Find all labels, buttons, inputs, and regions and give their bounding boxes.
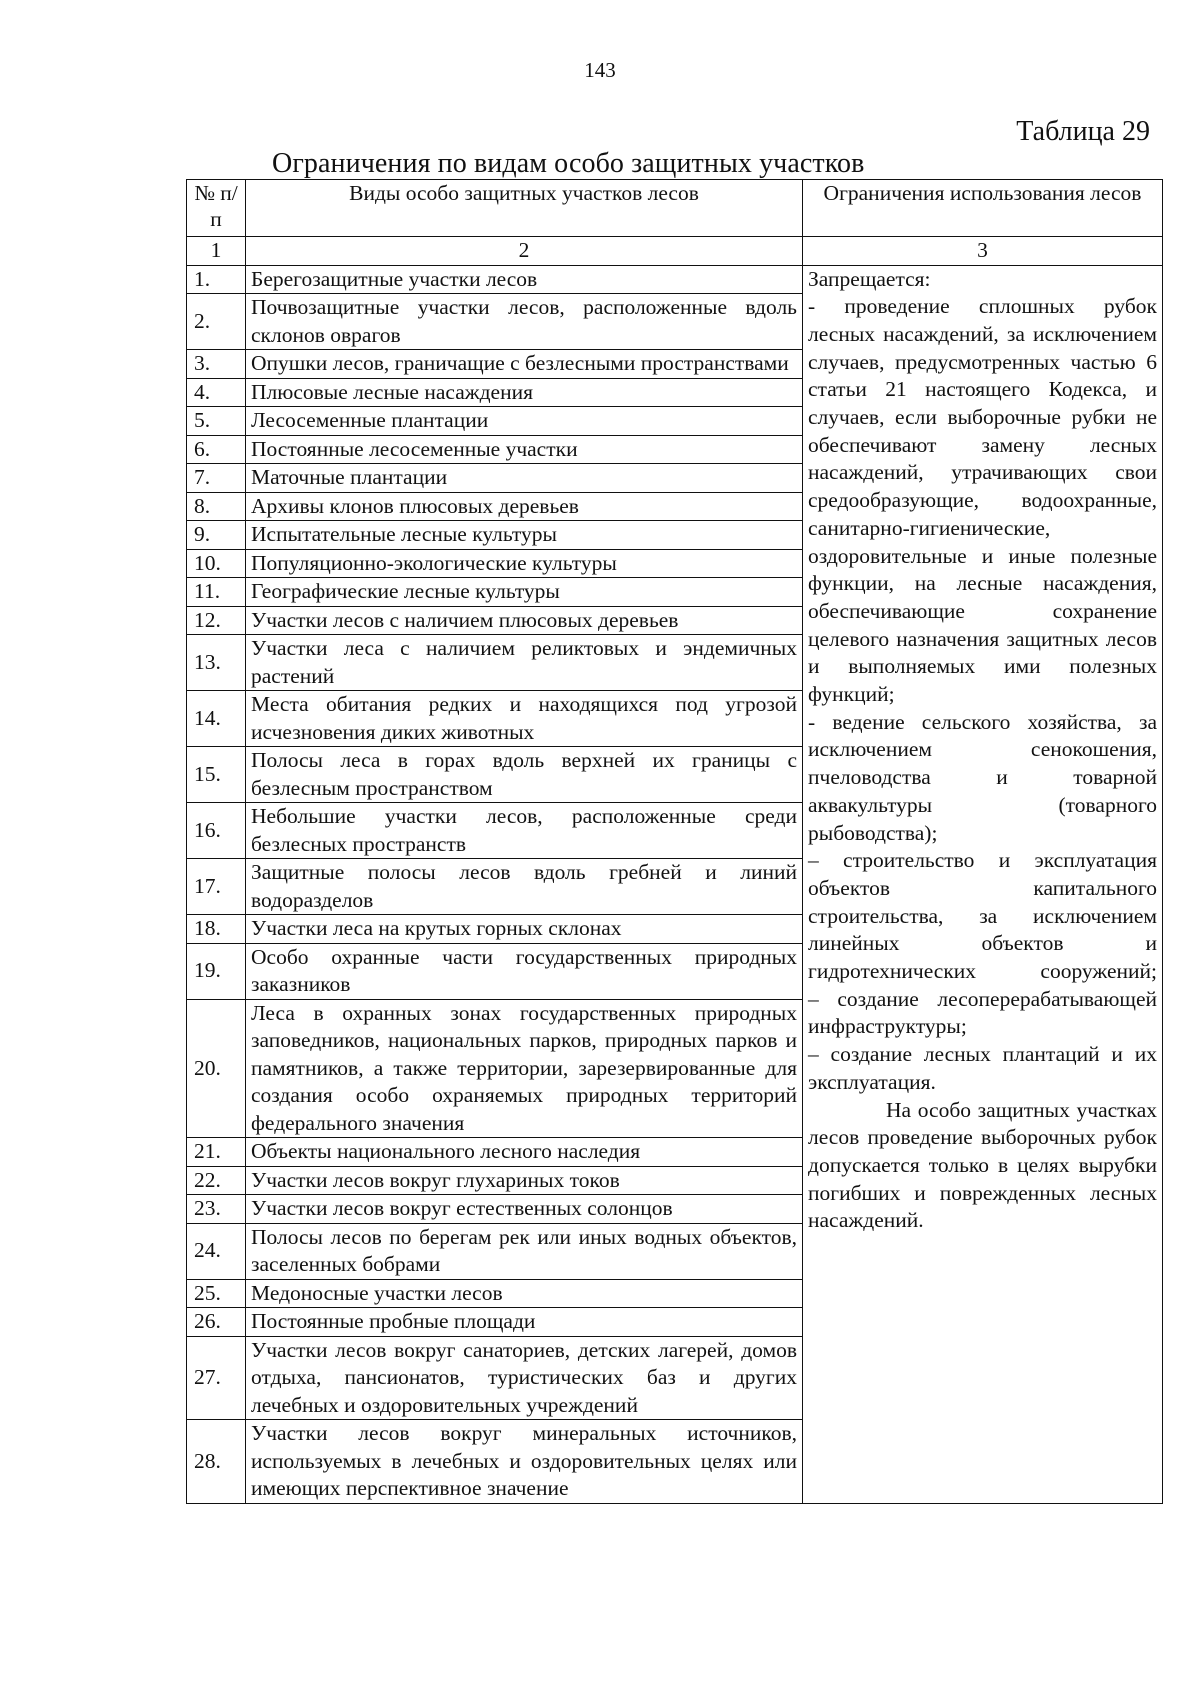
restriction-item: – создание лесных плантаций и их эксплуатация. <box>808 1042 1157 1094</box>
row-number: 4. <box>187 378 246 407</box>
row-area-kind: Географические лесные культуры <box>246 578 803 607</box>
row-area-kind: Берегозащитные участки лесов <box>246 265 803 294</box>
row-number: 23. <box>187 1195 246 1224</box>
restriction-note: На особо защитных участках лесов проведение выборочных рубок допускается только в целях вырубки погибших и поврежденных лесных насаждений. <box>808 1097 1157 1233</box>
restrictions-cell <box>803 265 1163 1503</box>
row-number: 3. <box>187 350 246 379</box>
row-area-kind: Полосы лесов по берегам рек или иных водных объектов, заселенных бобрами <box>246 1223 803 1279</box>
row-number: 8. <box>187 492 246 521</box>
restriction-item: – строительство и эксплуатация объектов капитального строительства, за исключением линейных объектов и гидротехнических сооружений; <box>808 848 1157 984</box>
row-area-kind: Популяционно-экологические культуры <box>246 549 803 578</box>
row-number: 28. <box>187 1420 246 1504</box>
column-index: 2 <box>246 237 803 266</box>
row-number: 7. <box>187 464 246 493</box>
row-area-kind: Постоянные пробные площади <box>246 1308 803 1337</box>
row-number: 17. <box>187 859 246 915</box>
row-number: 13. <box>187 635 246 691</box>
row-number: 11. <box>187 578 246 607</box>
row-area-kind: Постоянные лесосеменные участки <box>246 435 803 464</box>
row-number: 20. <box>187 999 246 1138</box>
row-area-kind: Участки лесов вокруг минеральных источников, используемых в лечебных и оздоровительных целях или имеющих перспективное значение <box>246 1420 803 1504</box>
row-area-kind: Леса в охранных зонах государственных природных заповедников, национальных парков, природных парков и памятников, а также территории, зарезервированные для создания особо охраняемых природных территорий федерального значения <box>246 999 803 1138</box>
row-area-kind: Опушки лесов, граничащие с безлесными пространствами <box>246 350 803 379</box>
row-area-kind: Участки лесов с наличием плюсовых деревьев <box>246 606 803 635</box>
row-area-kind: Плюсовые лесные насаждения <box>246 378 803 407</box>
row-number: 26. <box>187 1308 246 1337</box>
row-number: 27. <box>187 1336 246 1420</box>
row-number: 1. <box>187 265 246 294</box>
row-number: 14. <box>187 691 246 747</box>
restriction-intro: Запрещается: <box>808 266 931 291</box>
row-number: 22. <box>187 1166 246 1195</box>
header-number: № п/п <box>187 180 246 237</box>
row-number: 12. <box>187 606 246 635</box>
row-number: 10. <box>187 549 246 578</box>
row-area-kind: Маточные плантации <box>246 464 803 493</box>
row-area-kind: Участки лесов вокруг санаториев, детских лагерей, домов отдыха, пансионатов, туристических баз и других лечебных и оздоровительных учреждений <box>246 1336 803 1420</box>
row-area-kind: Участки леса с наличием реликтовых и эндемичных растений <box>246 635 803 691</box>
row-number: 16. <box>187 803 246 859</box>
row-number: 15. <box>187 747 246 803</box>
row-area-kind: Объекты национального лесного наследия <box>246 1138 803 1167</box>
row-area-kind: Полосы леса в горах вдоль верхней их границы с безлесным пространством <box>246 747 803 803</box>
row-number: 25. <box>187 1279 246 1308</box>
row-area-kind: Испытательные лесные культуры <box>246 521 803 550</box>
row-number: 24. <box>187 1223 246 1279</box>
restriction-item: - проведение сплошных рубок лесных насаждений, за исключением случаев, предусмотренных частью 6 статьи 21 настоящего Кодекса, и случаев, если выборочные рубки не обеспечивают замену лесных насаждений, утрачивающих свои средообразующие, водоохранные, санитарно-гигиенические, оздоровительные и иные полезные функции, на лесные насаждения, обеспечивающие сохранение целевого назначения защитных лесов и выполняемых ими полезных функций; <box>808 294 1157 707</box>
restriction-item: - ведение сельского хозяйства, за исключением сенокошения, пчеловодства и товарной аквакультуры (товарного рыбоводства); <box>808 709 1157 845</box>
row-area-kind: Участки лесов вокруг глухариных токов <box>246 1166 803 1195</box>
row-area-kind: Участки лесов вокруг естественных солонцов <box>246 1195 803 1224</box>
table-header-row <box>187 180 1163 237</box>
row-area-kind: Участки леса на крутых горных склонах <box>246 915 803 944</box>
row-number: 21. <box>187 1138 246 1167</box>
row-number: 9. <box>187 521 246 550</box>
restrictions-table <box>186 179 1163 1504</box>
row-area-kind: Архивы клонов плюсовых деревьев <box>246 492 803 521</box>
row-area-kind: Особо охранные части государственных природных заказников <box>246 943 803 999</box>
table-title: Ограничения по видам особо защитных участков <box>272 148 865 179</box>
page-number: 143 <box>584 58 616 82</box>
row-number: 5. <box>187 407 246 436</box>
row-area-kind: Защитные полосы лесов вдоль гребней и линий водоразделов <box>246 859 803 915</box>
header-restrictions: Ограничения использования лесов <box>803 180 1163 237</box>
row-area-kind: Медоносные участки лесов <box>246 1279 803 1308</box>
row-area-kind: Небольшие участки лесов, расположенные среди безлесных пространств <box>246 803 803 859</box>
row-number: 18. <box>187 915 246 944</box>
row-area-kind: Лесосеменные плантации <box>246 407 803 436</box>
column-index-row <box>187 237 1163 266</box>
restriction-item: – создание лесоперерабатывающей инфраструктуры; <box>808 986 1157 1039</box>
table-label: Таблица 29 <box>1016 116 1150 147</box>
row-number: 2. <box>187 294 246 350</box>
header-kind: Виды особо защитных участков лесов <box>246 180 803 237</box>
table-row <box>187 265 1163 294</box>
row-number: 6. <box>187 435 246 464</box>
row-area-kind: Почвозащитные участки лесов, расположенные вдоль склонов оврагов <box>246 294 803 350</box>
row-area-kind: Места обитания редких и находящихся под угрозой исчезновения диких животных <box>246 691 803 747</box>
column-index: 3 <box>803 237 1163 266</box>
row-number: 19. <box>187 943 246 999</box>
column-index: 1 <box>187 237 246 266</box>
